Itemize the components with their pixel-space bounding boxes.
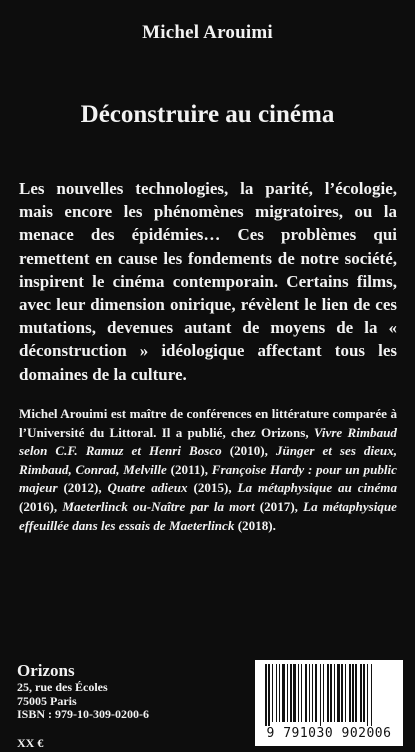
barcode-bar xyxy=(337,664,340,722)
publisher-street: 25, rue des Écoles xyxy=(17,680,108,694)
barcode-bar xyxy=(272,664,273,722)
barcode-bar xyxy=(349,664,351,722)
barcode-bar xyxy=(265,664,267,726)
barcode-bar xyxy=(355,664,357,722)
bio-work-title: La métaphysique au cinéma xyxy=(237,480,397,496)
author-bio xyxy=(19,405,397,535)
publisher-address xyxy=(17,681,149,722)
bio-work-title: La métaphysique effeuillée dans les essais de Maeterlinck xyxy=(19,498,397,533)
price: XX € xyxy=(17,736,44,750)
barcode-bars xyxy=(255,660,403,726)
barcode-bar xyxy=(290,664,292,722)
blurb-paragraph: Les nouvelles technologies, la parité, l’écologie, mais encore les phénomènes migratoires, ou la menace des épidémies… Ces problèmes qui remettent en cause les fondements de notre société, inspirent le cinéma contemporain. Certains films, avec leur dimension onirique, révèlent le lien de ces mutations, devenues autant de moyens de la « déconstruction » idéologique affectant tous les domaines de la culture. xyxy=(19,179,397,384)
barcode-bar xyxy=(360,664,362,722)
barcode-bar xyxy=(276,664,277,722)
isbn-line: ISBN : 979-10-309-0200-6 xyxy=(17,707,149,721)
bio-text: (2015), xyxy=(187,480,238,496)
barcode-bar xyxy=(268,664,270,726)
bio-work-title: Jünger et ses dieux, Rimbaud, Conrad, Melville xyxy=(19,443,398,477)
barcode-bar xyxy=(327,664,329,722)
barcode-bar xyxy=(309,664,310,722)
book-title: Déconstruire au cinéma xyxy=(80,101,335,128)
barcode-bar xyxy=(279,664,280,722)
barcode-number: 9 791030 902006 xyxy=(266,726,392,741)
barcode-bar xyxy=(352,664,354,722)
publisher-name: Orizons xyxy=(17,661,75,680)
bio-text: (2017), xyxy=(254,498,304,514)
barcode-bar xyxy=(293,664,296,722)
barcode-bar xyxy=(287,664,288,722)
barcode-bar xyxy=(363,664,365,722)
bio-work-title: Quatre adieux xyxy=(107,480,188,496)
barcode-bar xyxy=(305,664,307,722)
barcode-bar xyxy=(298,664,299,722)
barcode-bar xyxy=(334,664,335,722)
bio-work-title: Vivre Rimbaud selon C.F. Ramuz et Henri Bosco xyxy=(19,424,397,459)
barcode-bar xyxy=(330,664,332,722)
bio-text: (2016), xyxy=(19,498,63,514)
bio-text: (2018). xyxy=(234,517,276,533)
publisher-city: 75005 Paris xyxy=(17,693,77,708)
barcode-bar xyxy=(323,664,324,722)
barcode-bar xyxy=(371,664,372,726)
author-name: Michel Arouimi xyxy=(142,22,273,43)
barcode-bar xyxy=(367,664,368,726)
barcode-bar xyxy=(282,664,285,722)
barcode-bar xyxy=(320,664,321,726)
barcode-bar xyxy=(312,664,313,722)
barcode xyxy=(255,660,403,746)
barcode-bar xyxy=(315,664,317,722)
bio-text: (2012), xyxy=(57,480,108,496)
bio-text: Michel Arouimi est maître de conférences en littérature comparée à l’Université du Littoral. Il a publié, chez Orizons, xyxy=(19,406,397,440)
barcode-bar xyxy=(341,664,343,722)
bio-text: (2011), xyxy=(166,461,212,477)
barcode-bar xyxy=(345,664,346,722)
bio-text: (2010), xyxy=(221,443,276,459)
bio-work-title: Maeterlinck ou-Naître par la mort xyxy=(62,498,255,514)
barcode-bar xyxy=(301,664,302,722)
bio-work-title: Françoise Hardy : pour un public majeur xyxy=(19,461,397,496)
